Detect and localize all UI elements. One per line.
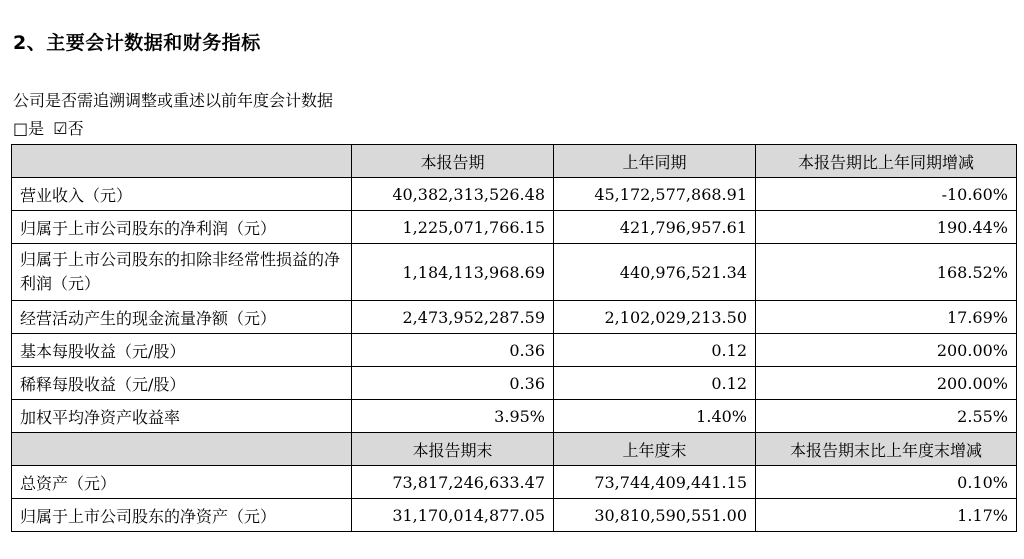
current-period-value: 2,473,952,287.59 [352, 301, 554, 334]
change-value: -10.60% [756, 178, 1017, 211]
row-label: 稀释每股收益（元/股） [12, 367, 352, 400]
change-value: 190.44% [756, 211, 1017, 244]
prior-year-end-value: 73,744,409,441.15 [554, 466, 756, 499]
row-label: 归属于上市公司股东的扣除非经常性损益的净利润（元） [12, 244, 352, 301]
change-value: 200.00% [756, 367, 1017, 400]
header-cell: 上年度末 [554, 433, 756, 466]
header-cell: 本报告期末比上年度末增减 [756, 433, 1017, 466]
table-row [12, 367, 1017, 400]
prior-period-value: 45,172,577,868.91 [554, 178, 756, 211]
prior-year-end-value: 30,810,590,551.00 [554, 499, 756, 532]
change-value: 1.17% [756, 499, 1017, 532]
restatement-question: 公司是否需追溯调整或重述以前年度会计数据 [13, 91, 334, 110]
current-period-value: 40,382,313,526.48 [352, 178, 554, 211]
period-end-value: 73,817,246,633.47 [352, 466, 554, 499]
row-label: 营业收入（元） [12, 178, 352, 211]
header-cell: 本报告期 [352, 145, 554, 178]
table-header-row [12, 433, 1017, 466]
section-heading: 2、主要会计数据和财务指标 [13, 32, 261, 54]
change-value: 200.00% [756, 334, 1017, 367]
row-label: 归属于上市公司股东的净利润（元） [12, 211, 352, 244]
change-value: 17.69% [756, 301, 1017, 334]
table-header-row [12, 145, 1017, 178]
row-label: 基本每股收益（元/股） [12, 334, 352, 367]
header-cell-empty [12, 433, 352, 466]
prior-period-value: 0.12 [554, 334, 756, 367]
prior-period-value: 2,102,029,213.50 [554, 301, 756, 334]
restatement-choices [13, 116, 88, 139]
table-row [12, 211, 1017, 244]
header-cell-empty [12, 145, 352, 178]
header-cell: 上年同期 [554, 145, 756, 178]
current-period-value: 1,225,071,766.15 [352, 211, 554, 244]
current-period-value: 0.36 [352, 367, 554, 400]
row-label: 总资产（元） [12, 466, 352, 499]
header-cell: 本报告期比上年同期增减 [756, 145, 1017, 178]
prior-period-value: 1.40% [554, 400, 756, 433]
current-period-value: 0.36 [352, 334, 554, 367]
header-cell: 本报告期末 [352, 433, 554, 466]
change-value: 168.52% [756, 244, 1017, 301]
row-label: 加权平均净资产收益率 [12, 400, 352, 433]
table-row [12, 334, 1017, 367]
change-value: 0.10% [756, 466, 1017, 499]
table-row [12, 178, 1017, 211]
row-label: 经营活动产生的现金流量净额（元） [12, 301, 352, 334]
choice-yes-checkbox: □是 [13, 119, 45, 138]
period-end-value: 31,170,014,877.05 [352, 499, 554, 532]
prior-period-value: 421,796,957.61 [554, 211, 756, 244]
table-row [12, 301, 1017, 334]
table-row [12, 400, 1017, 433]
table-row [12, 466, 1017, 499]
prior-period-value: 0.12 [554, 367, 756, 400]
prior-period-value: 440,976,521.34 [554, 244, 756, 301]
table-row [12, 244, 1017, 301]
current-period-value: 1,184,113,968.69 [352, 244, 554, 301]
change-value: 2.55% [756, 400, 1017, 433]
choice-no-checkbox: ☑否 [53, 119, 84, 138]
current-period-value: 3.95% [352, 400, 554, 433]
table-row [12, 499, 1017, 532]
financial-indicators-table [11, 144, 1017, 532]
row-label: 归属于上市公司股东的净资产（元） [12, 499, 352, 532]
